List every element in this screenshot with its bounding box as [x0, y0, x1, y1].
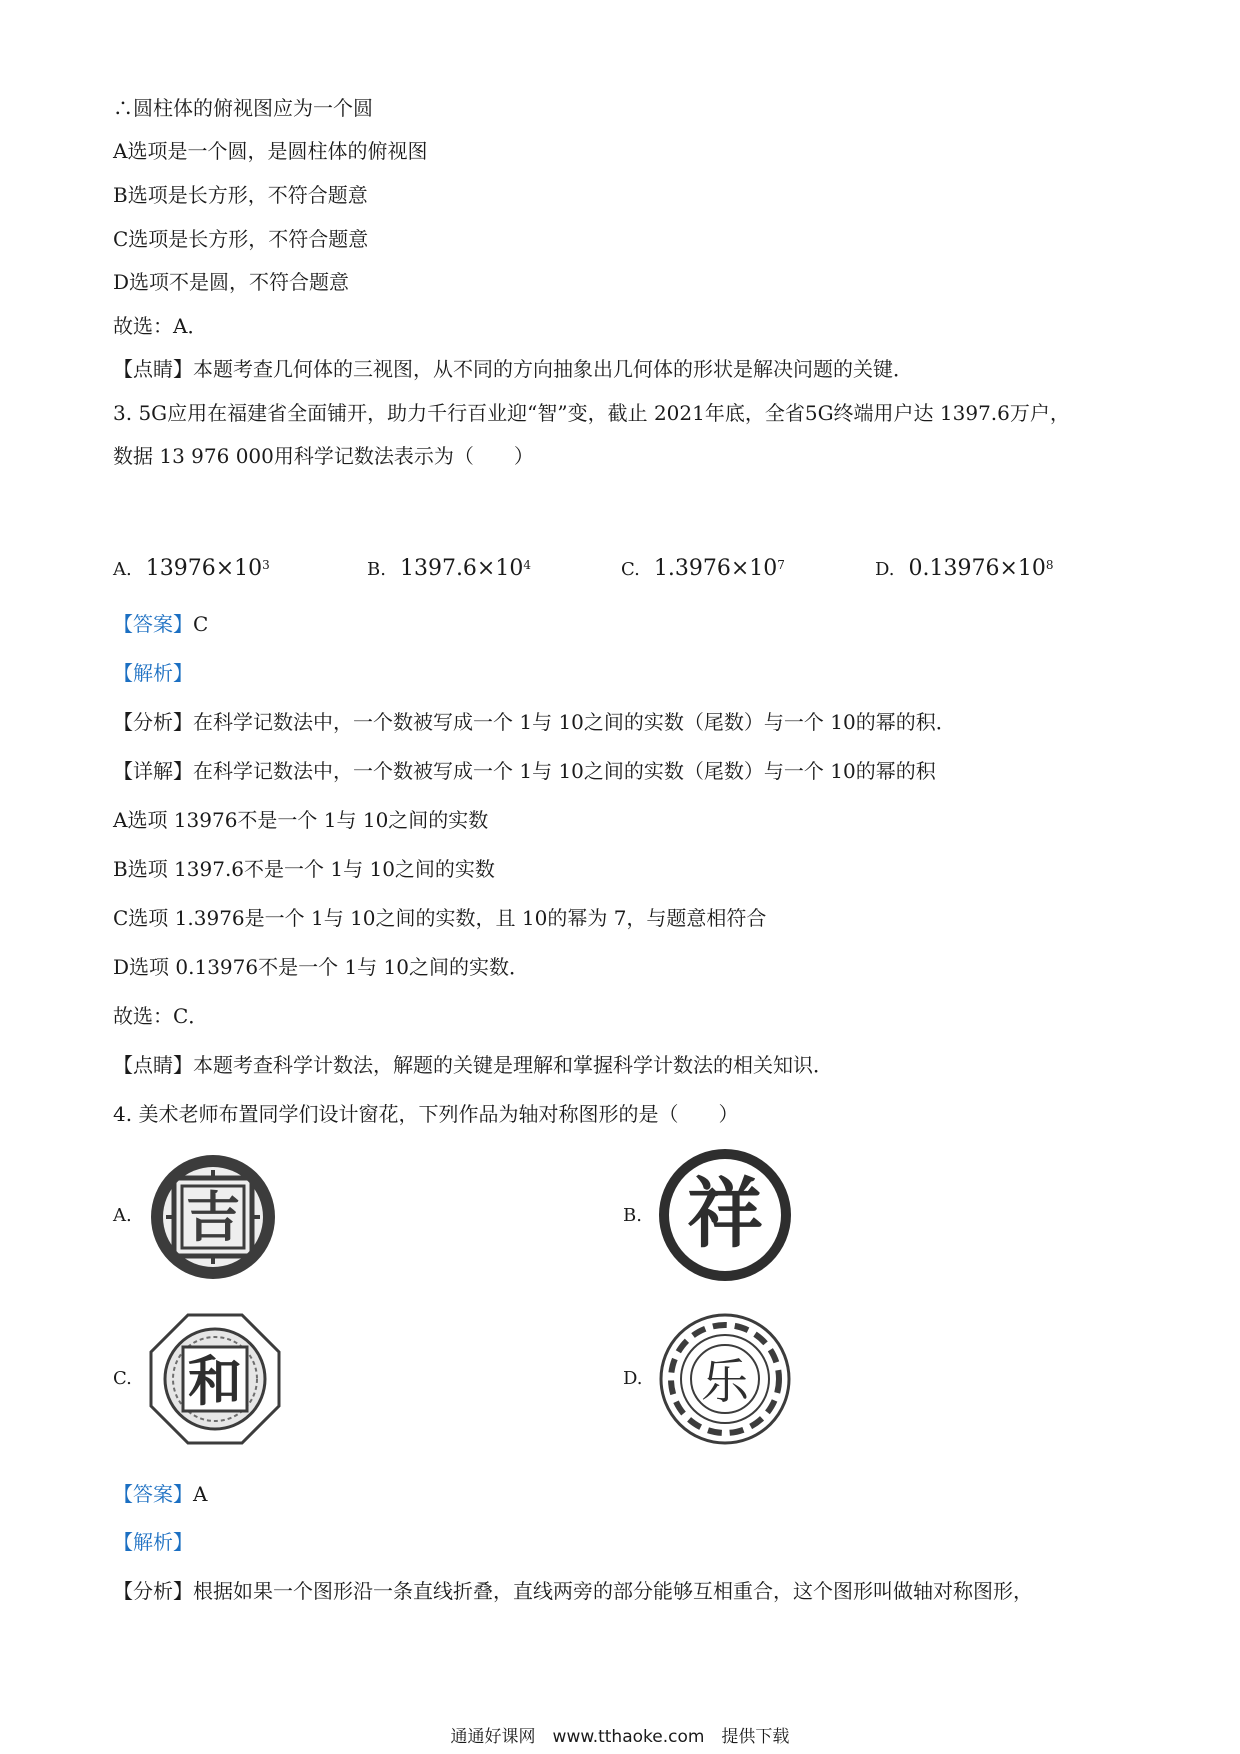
q4-stem: 4. 美术老师布置同学们设计窗花，下列作品为轴对称图形的是（ ） [113, 1102, 739, 1126]
q4-analysis-line [113, 1528, 193, 1556]
option-label: C. [621, 559, 640, 580]
q3-stem-line-1: 3. 5G应用在福建省全面铺开，助力千行百业迎“智”变，截止 2021年底，全省5G终端用户达 1397.6万户， [113, 401, 1070, 425]
q3-option-b [367, 554, 531, 585]
fenxi-text: 在科学记数法中，一个数被写成一个 1与 10之间的实数（尾数）与一个 10的幂的积． [193, 710, 956, 734]
emblem-char: 祥 [687, 1169, 763, 1258]
emblem-le-icon [654, 1310, 796, 1448]
q3-stem-line-2: 数据 13 976 000用科学记数法表示为（ ） [113, 444, 534, 468]
option-base: 13976×10 [145, 556, 263, 581]
option-base: 0.13976×10 [908, 556, 1046, 581]
q3-xiangjie-line [113, 757, 936, 785]
emblem-char: 乐 [700, 1354, 750, 1410]
answer-value: C [193, 612, 209, 636]
emblem-char: 和 [188, 1350, 242, 1413]
q3-detail-d: D选项 0.13976不是一个 1与 10之间的实数． [113, 955, 529, 979]
figure-label-b: B. [623, 1205, 642, 1226]
q3-detail-a: A选项 13976不是一个 1与 10之间的实数 [113, 808, 489, 832]
text-line: D选项不是圆，不符合题意 [113, 270, 350, 294]
fenxi-tag: 【分析】 [113, 1579, 193, 1603]
xiangjie-tag: 【详解】 [113, 759, 193, 783]
q3-detail-b: B选项 1397.6不是一个 1与 10之间的实数 [113, 857, 495, 881]
q4-answer-line [113, 1480, 207, 1508]
option-base: 1397.6×10 [399, 556, 524, 581]
dianjing-tag: 【点睛】 [113, 357, 193, 381]
q3-option-a [113, 554, 270, 585]
q3-detail-c: C选项 1.3976是一个 1与 10之间的实数，且 10的幂为 7，与题意相符合 [113, 906, 767, 930]
q3-options [113, 554, 1113, 594]
analysis-tag: 【解析】 [113, 661, 193, 685]
option-exponent: 7 [777, 558, 785, 572]
q3-choose-line: 故选：C． [113, 1004, 209, 1028]
dianjing-text: 本题考查几何体的三视图，从不同的方向抽象出几何体的形状是解决问题的关键． [193, 357, 913, 381]
emblem-ji-icon [146, 1152, 280, 1282]
q3-dianjing-line [113, 1051, 833, 1079]
answer-tag: 【答案】 [113, 1482, 193, 1506]
q4-fenxi-line [113, 1577, 1033, 1605]
dianjing-text: 本题考查科学计数法，解题的关键是理解和掌握科学计数法的相关知识． [193, 1053, 833, 1077]
option-base: 1.3976×10 [653, 556, 778, 581]
emblem-xiang-icon [654, 1146, 796, 1284]
figure-label-a: A. [113, 1205, 132, 1226]
emblem-char: 吉 [186, 1186, 240, 1249]
option-exponent: 4 [523, 558, 531, 572]
q3-fenxi-line [113, 708, 956, 736]
text-line: A选项是一个圆，是圆柱体的俯视图 [113, 139, 428, 163]
figure-label-d: D. [623, 1368, 643, 1389]
option-exponent: 3 [262, 558, 270, 572]
text-line: C选项是长方形，不符合题意 [113, 227, 369, 251]
option-label: A. [113, 559, 132, 580]
answer-tag: 【答案】 [113, 612, 193, 636]
analysis-tag: 【解析】 [113, 1530, 193, 1554]
option-label: B. [367, 559, 386, 580]
q3-analysis-line [113, 659, 193, 687]
option-exponent: 8 [1045, 558, 1054, 572]
text-line: B选项是长方形，不符合题意 [113, 183, 368, 207]
fenxi-text: 根据如果一个图形沿一条直线折叠，直线两旁的部分能够互相重合，这个图形叫做轴对称图形， [193, 1579, 1033, 1603]
q3-answer-line [113, 610, 208, 638]
answer-value: A [193, 1482, 208, 1506]
emblem-he-icon [148, 1312, 282, 1446]
option-label: D. [875, 559, 895, 580]
q3-option-d [875, 554, 1054, 585]
text-line: ∴圆柱体的俯视图应为一个圆 [113, 96, 373, 120]
dianjing-tag: 【点睛】 [113, 1053, 193, 1077]
q3-option-c [621, 554, 785, 585]
fenxi-tag: 【分析】 [113, 710, 193, 734]
footer-watermark: 通通好课网 www.tthaoke.com 提供下载 [450, 1727, 790, 1747]
dianjing-line [113, 355, 913, 383]
figure-label-c: C. [113, 1368, 132, 1389]
text-line: 故选：A． [113, 314, 208, 338]
xiangjie-text: 在科学记数法中，一个数被写成一个 1与 10之间的实数（尾数）与一个 10的幂的积 [193, 759, 936, 783]
